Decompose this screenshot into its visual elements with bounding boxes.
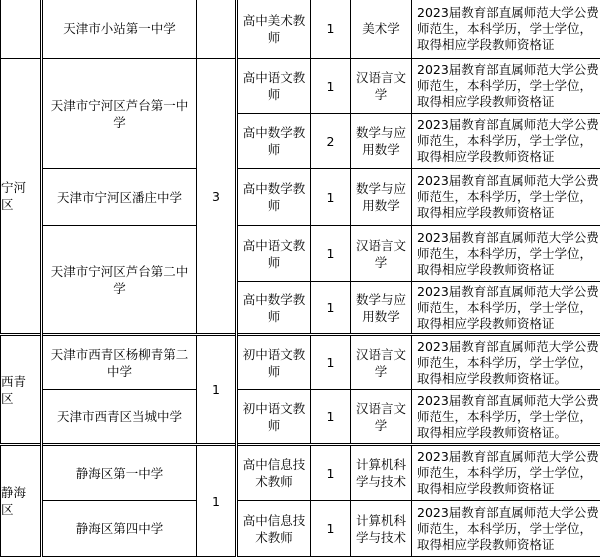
position-cell: 高中信息技术教师	[237, 501, 311, 557]
requirement-cell: 2023届教育部直属师范大学公费师范生，本科学历，学士学位，取得相应学段教师资格证	[412, 0, 600, 59]
requirement-cell: 2023届教育部直属师范大学公费师范生，本科学历，学士学位，取得相应学段教师资格证	[412, 59, 600, 114]
table-row	[1, 59, 600, 114]
major-cell: 数学与应用数学	[351, 169, 412, 226]
position-cell: 初中语文教师	[237, 335, 311, 390]
table-row	[1, 0, 600, 59]
requirement-cell: 2023届教育部直属师范大学公费师范生，本科学历，学士学位，取得相应学段教师资格证	[412, 501, 600, 557]
plan-count-cell: 1	[197, 335, 237, 445]
position-cell: 高中信息技术教师	[237, 445, 311, 501]
plan-count-cell: 3	[197, 59, 237, 335]
position-cell: 高中语文教师	[237, 226, 311, 282]
major-cell: 美术学	[351, 0, 412, 59]
table-row	[1, 335, 600, 390]
district-cell: 静海区	[1, 445, 42, 557]
major-cell: 汉语言文学	[351, 59, 412, 114]
major-cell: 汉语言文学	[351, 390, 412, 445]
count-cell: 1	[311, 169, 351, 226]
district-cell: 西青区	[1, 335, 42, 445]
count-cell: 1	[311, 282, 351, 335]
requirement-cell: 2023届教育部直属师范大学公费师范生，本科学历，学士学位，取得相应学段教师资格证	[412, 282, 600, 335]
table-row	[1, 169, 600, 226]
district-cell	[1, 0, 42, 59]
position-cell: 初中语文教师	[237, 390, 311, 445]
table-row	[1, 390, 600, 445]
major-cell: 数学与应用数学	[351, 282, 412, 335]
position-cell: 高中语文教师	[237, 59, 311, 114]
count-cell: 1	[311, 390, 351, 445]
school-cell: 天津市宁河区芦台第二中学	[42, 226, 197, 335]
school-cell: 静海区第四中学	[42, 501, 197, 557]
table-row	[1, 445, 600, 501]
position-cell: 高中美术教师	[237, 0, 311, 59]
requirement-cell: 2023届教育部直属师范大学公费师范生，本科学历，学士学位，取得相应学段教师资格证	[412, 226, 600, 282]
requirement-cell: 2023届教育部直属师范大学公费师范生，本科学历，学士学位，取得相应学段教师资格证	[412, 169, 600, 226]
school-cell: 天津市宁河区芦台第一中学	[42, 59, 197, 169]
plan-count-cell: 1	[197, 445, 237, 557]
requirement-cell: 2023届教育部直属师范大学公费师范生，本科学历，学士学位，取得相应学段教师资格证	[412, 114, 600, 169]
count-cell: 1	[311, 59, 351, 114]
school-cell: 天津市西青区杨柳青第二中学	[42, 335, 197, 390]
major-cell: 计算机科学与技术	[351, 445, 412, 501]
count-cell: 1	[311, 445, 351, 501]
requirement-cell: 2023届教育部直属师范大学公费师范生，本科学历，学士学位，取得相应学段教师资格证	[412, 445, 600, 501]
school-cell: 天津市小站第一中学	[42, 0, 197, 59]
count-cell: 1	[311, 501, 351, 557]
major-cell: 数学与应用数学	[351, 114, 412, 169]
requirement-cell: 2023届教育部直属师范大学公费师范生，本科学历，学士学位，取得相应学段教师资格证。	[412, 335, 600, 390]
school-cell: 静海区第一中学	[42, 445, 197, 501]
plan-count-cell	[197, 0, 237, 59]
district-cell: 宁河区	[1, 59, 42, 335]
table-row	[1, 226, 600, 282]
major-cell: 计算机科学与技术	[351, 501, 412, 557]
school-cell: 天津市西青区当城中学	[42, 390, 197, 445]
major-cell: 汉语言文学	[351, 226, 412, 282]
count-cell: 1	[311, 226, 351, 282]
table-row	[1, 501, 600, 557]
position-cell: 高中数学教师	[237, 169, 311, 226]
school-cell: 天津市宁河区潘庄中学	[42, 169, 197, 226]
position-cell: 高中数学教师	[237, 282, 311, 335]
count-cell: 1	[311, 0, 351, 59]
position-cell: 高中数学教师	[237, 114, 311, 169]
count-cell: 1	[311, 335, 351, 390]
major-cell: 汉语言文学	[351, 335, 412, 390]
count-cell: 2	[311, 114, 351, 169]
requirement-cell: 2023届教育部直属师范大学公费师范生，本科学历，学士学位，取得相应学段教师资格证。	[412, 390, 600, 445]
